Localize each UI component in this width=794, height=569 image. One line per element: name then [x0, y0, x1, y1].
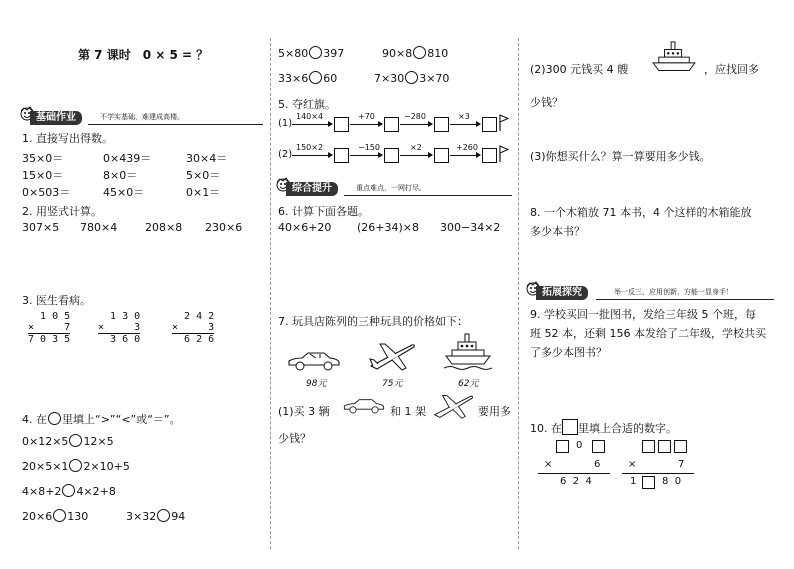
toy-airplane-icon [432, 392, 474, 420]
chain-op: ×2 [410, 143, 422, 152]
sum-line [622, 473, 694, 474]
q7-sub2-b: ，应找回多 [704, 63, 759, 76]
q7-sub1-a: (1)买 3 辆 [278, 405, 330, 418]
q8-line2: 多少本书？ [530, 225, 585, 238]
q3-problem-3 [172, 311, 214, 345]
q4-row [22, 509, 88, 523]
q1-item: 35×0＝ [22, 152, 64, 165]
answer-box[interactable] [434, 117, 449, 132]
q1-item: 5×0＝ [186, 169, 221, 182]
q3-mid: × 7 [28, 322, 71, 333]
q7-sub1-c: 要用多 [478, 405, 511, 418]
result: 6 2 4 [560, 476, 592, 487]
answer-circle[interactable] [413, 46, 426, 59]
q3-mid: × 3 [98, 322, 141, 333]
q6-item: 40×6+20 [278, 221, 332, 234]
answer-circle[interactable] [62, 484, 75, 497]
q5-chain-1 [278, 114, 508, 136]
arrow [450, 124, 480, 125]
q3-result: 6 2 6 [172, 334, 215, 345]
lhs: 0×12×5 [22, 435, 69, 448]
arrow [400, 155, 432, 156]
answer-circle[interactable] [69, 459, 82, 472]
result: 8 0 [662, 476, 682, 487]
q1-item: 8×0＝ [103, 169, 138, 182]
toy-airplane-icon [368, 340, 416, 372]
red-flag-icon [499, 114, 509, 132]
rhs: 130 [67, 510, 89, 523]
answer-box[interactable] [658, 440, 671, 453]
answer-box[interactable] [384, 148, 399, 163]
q4-row [22, 484, 116, 498]
q6-item: 300−34×2 [440, 221, 501, 234]
section-banner-comprehensive [274, 181, 512, 197]
multiply-sign: × [628, 459, 637, 470]
answer-box[interactable] [482, 148, 497, 163]
arrow [400, 124, 432, 125]
q3-top: 2 4 2 [172, 311, 215, 322]
section-tag: 基础作业 [30, 111, 82, 125]
toy-car-icon [342, 397, 386, 415]
q1-item: 0×439＝ [103, 152, 152, 165]
section-slogan: 举一反三，应用创新，方能一显身手！ [614, 288, 733, 296]
answer-box[interactable] [642, 440, 655, 453]
chain-op: ×3 [458, 112, 470, 121]
q4-row [22, 434, 114, 448]
q7-sub2-a: (2)300 元钱买 4 艘 [530, 63, 629, 76]
digit: 1 [630, 476, 637, 487]
q2-label: 2. 用竖式计算。 [22, 205, 102, 218]
section-slogan: 重点难点，一网打尽。 [356, 184, 426, 192]
answer-circle[interactable] [309, 71, 322, 84]
q1-label: 1. 直接写出得数。 [22, 132, 113, 145]
answer-box[interactable] [642, 476, 655, 489]
lhs: 3×32 [126, 510, 157, 523]
divider [88, 124, 263, 125]
q3-problem-1 [28, 311, 70, 345]
rhs: 397 [323, 47, 345, 60]
answer-box[interactable] [674, 440, 687, 453]
compare-row [382, 46, 448, 60]
lhs: 20×5×1 [22, 460, 69, 473]
q3-top: 1 0 5 [28, 311, 71, 322]
compare-row [278, 46, 344, 60]
q1-item: 15×0＝ [22, 169, 64, 182]
column-divider-1 [270, 38, 271, 549]
compare-row [374, 71, 449, 85]
q5-chain-2 [278, 145, 508, 167]
q7-sub2-c: 少钱？ [530, 96, 563, 109]
answer-circle[interactable] [69, 434, 82, 447]
arrow [450, 155, 480, 156]
chain-start: 140×4 [296, 112, 324, 121]
q2-item: 307×5 [22, 221, 60, 234]
q3-label: 3. 医生看病。 [22, 294, 91, 307]
arrow [350, 124, 382, 125]
q10-problem-2 [622, 440, 698, 492]
chain-op: −280 [404, 112, 426, 121]
digit: 0 [576, 440, 583, 451]
answer-square-icon [562, 419, 578, 435]
toy-ship-icon [444, 332, 492, 374]
q7-sub1-b: 和 1 架 [390, 405, 426, 418]
q5-label: 5. 夺红旗。 [278, 98, 336, 111]
price-airplane: 75元 [382, 379, 403, 389]
lhs: 90×8 [382, 47, 413, 60]
q10-label-a: 10. 在 [530, 422, 562, 435]
red-flag-icon [499, 145, 509, 163]
multiply-sign: × [544, 459, 553, 470]
q1-item: 0×503＝ [22, 186, 71, 199]
lhs: 4×8+2 [22, 485, 62, 498]
q8-line1: 8. 一个木箱放 71 本书，4 个这样的木箱能放 [530, 206, 752, 219]
toy-ship-icon [646, 40, 702, 80]
section-slogan: 不学实基础，难建成高楼。 [100, 113, 184, 121]
lhs: 33×6 [278, 72, 309, 85]
q9-line1: 9. 学校买回一批图书，发给三年级 5 个班，每 [530, 308, 756, 321]
lhs: 7×30 [374, 72, 405, 85]
q4-row [126, 509, 185, 523]
compare-circle-icon [48, 412, 61, 425]
q3-result: 3 6 0 [98, 334, 141, 345]
chain-prefix: (2) [278, 149, 293, 160]
q2-item: 208×8 [145, 221, 183, 234]
rhs: 810 [427, 47, 449, 60]
toy-car-icon [286, 350, 342, 372]
answer-box[interactable] [592, 440, 605, 453]
q3-problem-2 [98, 311, 140, 345]
lhs: 20×6 [22, 510, 53, 523]
section-banner-basic [18, 110, 263, 126]
chain-prefix: (1) [278, 118, 293, 129]
q9-line3: 了多少本图书？ [530, 346, 607, 359]
q6-item: (26+34)×8 [357, 221, 420, 234]
q2-item: 780×4 [80, 221, 118, 234]
q6-label: 6. 计算下面各题。 [278, 205, 369, 218]
rhs: 4×2+8 [76, 485, 116, 498]
lesson-title: 第 7 课时 0 × 5 = ？ [78, 48, 209, 62]
q4-row [22, 459, 130, 473]
q4-label [22, 411, 181, 427]
column-divider-2 [518, 38, 519, 549]
answer-box[interactable] [556, 440, 569, 453]
answer-box[interactable] [384, 117, 399, 132]
lhs: 5×80 [278, 47, 309, 60]
divider [596, 299, 774, 300]
q3-result: 7 0 3 5 [28, 334, 71, 345]
q9-line2: 班 52 本，还剩 156 本发给了二年级，学校共买 [530, 327, 766, 340]
rhs: 12×5 [83, 435, 114, 448]
arrow [292, 124, 332, 125]
answer-circle[interactable] [157, 509, 170, 522]
answer-circle[interactable] [53, 509, 66, 522]
q7-label: 7. 玩具店陈列的三种玩具的价格如下： [278, 315, 468, 328]
rhs: 3×70 [419, 72, 450, 85]
q10-problem-1 [538, 440, 614, 492]
q7-sub3: (3)你想买什么？算一算要用多少钱。 [530, 150, 711, 163]
q4-label-b: 里填上“>”“<”或“＝”。 [62, 413, 181, 426]
answer-box[interactable] [434, 148, 449, 163]
q7-sub1-d: 少钱？ [278, 432, 311, 445]
q4-label-a: 4. 在 [22, 413, 47, 426]
section-tag: 综合提升 [286, 182, 338, 196]
q3-mid: × 3 [172, 322, 215, 333]
arrow [350, 155, 382, 156]
rhs: 94 [171, 510, 186, 523]
section-tag: 拓展探究 [536, 286, 588, 300]
divider [344, 195, 512, 196]
q10-label [530, 419, 677, 436]
chain-op: +260 [456, 143, 478, 152]
arrow [292, 155, 332, 156]
compare-row [278, 71, 337, 85]
q2-item: 230×6 [205, 221, 243, 234]
digit: 7 [678, 459, 685, 470]
digit: 6 [594, 459, 601, 470]
chain-start: 150×2 [296, 143, 324, 152]
q1-item: 30×4＝ [186, 152, 228, 165]
rhs: 60 [323, 72, 338, 85]
answer-circle[interactable] [309, 46, 322, 59]
answer-box[interactable] [482, 117, 497, 132]
answer-box[interactable] [334, 148, 349, 163]
q10-label-b: 里填上合适的数字。 [578, 422, 677, 435]
q3-top: 1 3 0 [98, 311, 141, 322]
sum-line [538, 473, 610, 474]
chain-op: +70 [358, 112, 375, 121]
q1-item: 45×0＝ [103, 186, 145, 199]
section-banner-extension [524, 285, 776, 301]
answer-circle[interactable] [405, 71, 418, 84]
price-ship: 62元 [458, 379, 479, 389]
rhs: 2×10+5 [83, 460, 130, 473]
chain-op: −150 [358, 143, 380, 152]
answer-box[interactable] [334, 117, 349, 132]
price-car: 98元 [306, 379, 327, 389]
q1-item: 0×1＝ [186, 186, 221, 199]
